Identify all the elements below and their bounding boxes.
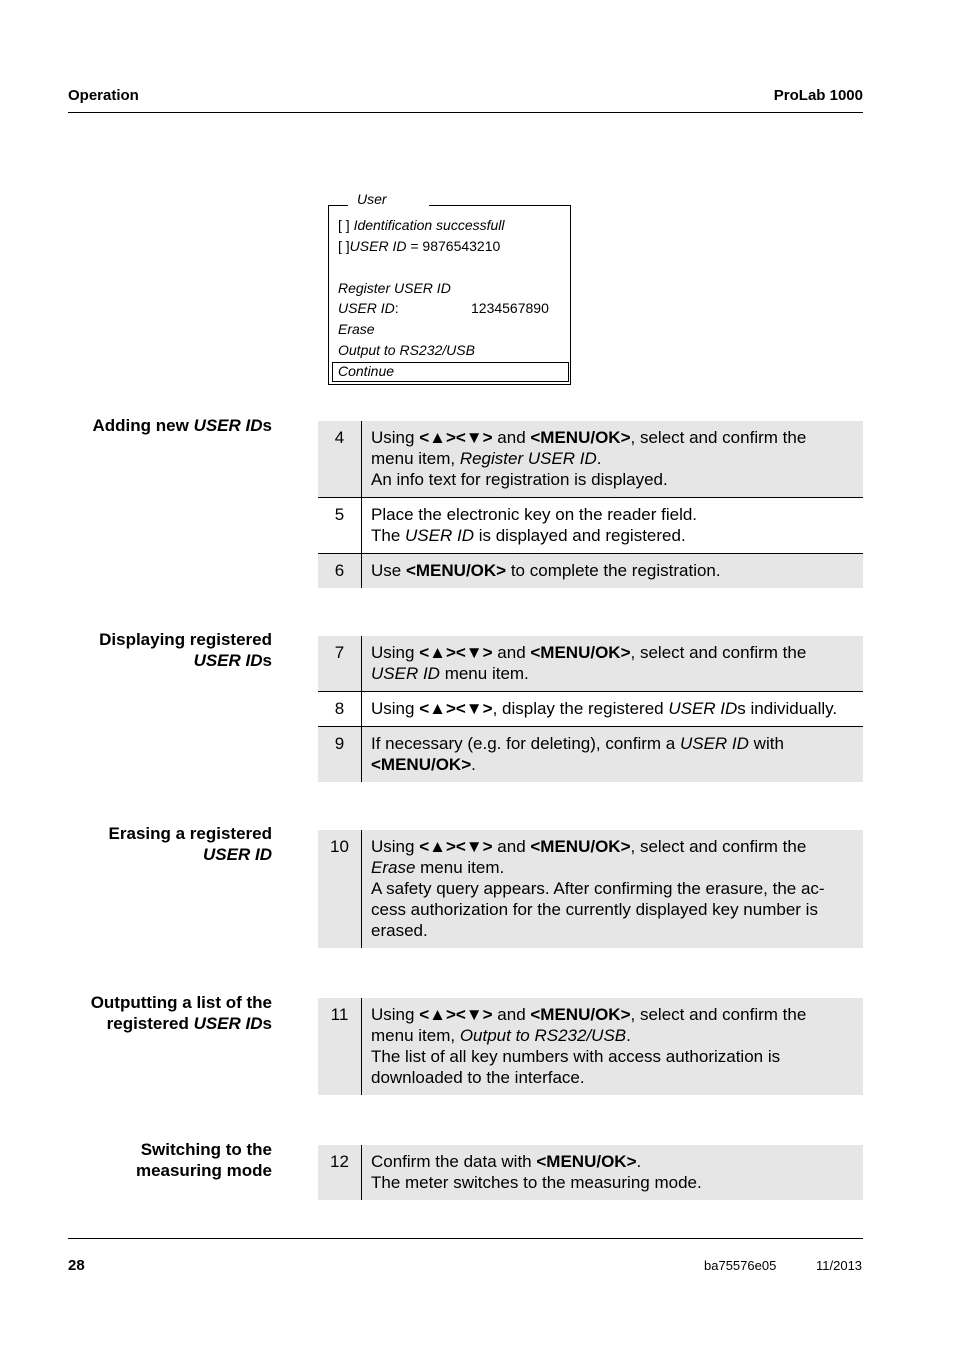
step-text — [362, 692, 863, 726]
step-row-5 — [318, 498, 863, 553]
menu-ok-key: <MENU/OK> — [530, 643, 631, 662]
menu-item-name: USER ID — [668, 699, 738, 718]
step-number: 12 — [318, 1145, 362, 1200]
section-label-suffix: s — [262, 651, 272, 670]
step-number: 8 — [318, 692, 362, 726]
text-fragment: cess authorization for the currently displayed key number is — [371, 900, 818, 919]
display-menu-continue-label: Continue — [338, 363, 395, 379]
menu-item-name: Output to RS232/USB — [459, 1026, 627, 1045]
step-number: 11 — [318, 998, 362, 1095]
step-text — [362, 1145, 863, 1200]
step-row-8 — [318, 692, 863, 726]
step-number: 4 — [318, 421, 362, 497]
display-line-identification — [338, 217, 505, 233]
display-menu-continue — [338, 363, 394, 379]
display-menu-userid-colon: : — [394, 300, 399, 316]
text-fragment: menu item, — [371, 449, 460, 468]
text-fragment: . — [626, 1026, 631, 1045]
text-using: Using — [371, 699, 420, 718]
step-row-6 — [318, 554, 863, 588]
header-rule — [68, 112, 863, 113]
display-menu-userid-label: USER ID — [338, 300, 395, 316]
menu-item-name: Register USER ID — [459, 449, 597, 468]
text-fragment: Confirm the data with — [371, 1152, 537, 1171]
menu-ok-key: <MENU/OK> — [530, 1005, 631, 1024]
text-select-confirm: , select and confirm the — [630, 1005, 807, 1024]
section-label-outputting — [91, 992, 272, 1034]
step-text — [362, 554, 863, 588]
header-section-title: Operation — [68, 87, 139, 104]
display-userid-value: = 9876543210 — [406, 238, 501, 254]
document-date: 11/2013 — [816, 1258, 863, 1273]
text-fragment: The meter switches to the measuring mode. — [371, 1173, 702, 1192]
text-fragment: s individually. — [737, 699, 838, 718]
section-label-text: registered — [106, 1014, 194, 1033]
display-line-userid — [338, 238, 500, 254]
steps-switching — [318, 1145, 863, 1200]
steps-displaying — [318, 636, 863, 782]
text-select-confirm: , select and confirm the — [630, 643, 807, 662]
step-row-9 — [318, 727, 863, 782]
arrow-keys: <▲><▼> — [419, 837, 493, 856]
arrow-keys: <▲><▼> — [419, 699, 493, 718]
menu-ok-key: <MENU/OK> — [530, 428, 631, 447]
display-menu-output — [338, 342, 475, 358]
section-label-em: USER ID — [193, 651, 263, 670]
text-fragment: , display the registered — [492, 699, 669, 718]
text-select-confirm: , select and confirm the — [630, 428, 807, 447]
section-label-text: Erasing a registered — [108, 824, 272, 843]
text-fragment: A safety query appears. After confirming the erasure, the ac- — [371, 879, 825, 898]
display-checkbox: [ ] — [338, 217, 354, 233]
text-fragment: is displayed and registered. — [474, 526, 686, 545]
menu-item-name: USER ID — [405, 526, 474, 545]
step-text — [362, 636, 863, 691]
text-using: Using — [371, 1005, 420, 1024]
text-fragment: Place the electronic key on the reader field. — [371, 505, 698, 524]
step-text — [362, 727, 863, 782]
text-fragment: If necessary (e.g. for deleting), confirm a — [371, 734, 680, 753]
section-label-suffix: s — [262, 416, 272, 435]
steps-adding — [318, 421, 863, 588]
section-label-text: Adding new — [92, 416, 194, 435]
step-number: 9 — [318, 727, 362, 782]
section-label-em: USER ID — [203, 845, 272, 864]
text-fragment: to complete the registration. — [506, 561, 721, 580]
text-using: Using — [371, 643, 420, 662]
text-and: and — [492, 1005, 531, 1024]
text-using: Using — [371, 837, 420, 856]
display-checkbox: [ ] — [338, 238, 350, 254]
step-row-10 — [318, 830, 863, 948]
footer-rule — [68, 1238, 863, 1239]
display-menu-erase — [338, 321, 375, 337]
section-label-erasing — [109, 823, 272, 865]
text-using: Using — [371, 428, 420, 447]
display-menu-register-label: Register USER ID — [338, 280, 451, 296]
section-label-text: measuring mode — [135, 1161, 272, 1180]
step-number: 5 — [318, 498, 362, 553]
text-fragment: menu item. — [415, 858, 505, 877]
section-label-text: Displaying registered — [99, 630, 272, 649]
text-fragment: with — [748, 734, 784, 753]
menu-item-name: Erase — [371, 858, 416, 877]
text-select-confirm: , select and confirm the — [630, 837, 807, 856]
section-label-adding — [93, 415, 272, 436]
display-title: User — [348, 191, 429, 213]
step-text — [362, 830, 863, 948]
arrow-keys: <▲><▼> — [419, 1005, 493, 1024]
text-fragment: erased. — [371, 921, 428, 940]
steps-erasing — [318, 830, 863, 948]
step-text — [362, 498, 863, 553]
text-and: and — [492, 837, 531, 856]
text-fragment: . — [471, 755, 476, 774]
menu-item-name: USER ID — [371, 664, 440, 683]
display-menu-register — [338, 280, 451, 296]
section-label-text: Switching to the — [140, 1140, 272, 1159]
step-number: 7 — [318, 636, 362, 691]
text-fragment: The list of all key numbers with access authorization is — [371, 1047, 781, 1066]
text-and: and — [492, 428, 531, 447]
step-row-4 — [318, 421, 863, 497]
page-number: 28 — [68, 1257, 85, 1274]
step-row-12 — [318, 1145, 863, 1200]
section-label-switching — [136, 1139, 272, 1181]
step-number: 6 — [318, 554, 362, 588]
display-menu-erase-label: Erase — [338, 321, 375, 337]
display-userid-label: USER ID — [349, 238, 407, 254]
document-code: ba75576e05 — [704, 1258, 777, 1273]
section-label-em: USER ID — [193, 416, 263, 435]
menu-ok-key: <MENU/OK> — [530, 837, 631, 856]
section-label-suffix: s — [262, 1014, 272, 1033]
text-fragment: menu item. — [439, 664, 529, 683]
section-label-text: Outputting a list of the — [90, 993, 272, 1012]
steps-outputting — [318, 998, 863, 1095]
step-text — [362, 998, 863, 1095]
text-fragment: menu item, — [371, 1026, 460, 1045]
text-fragment: downloaded to the interface. — [371, 1068, 585, 1087]
menu-item-name: USER ID — [679, 734, 749, 753]
menu-ok-key: <MENU/OK> — [405, 561, 507, 580]
menu-ok-key: <MENU/OK> — [371, 755, 472, 774]
text-and: and — [492, 643, 531, 662]
display-menu-userid-value: 1234567890 — [471, 300, 549, 316]
step-row-11 — [318, 998, 863, 1095]
section-label-displaying — [99, 629, 272, 671]
text-fragment: . — [596, 449, 602, 468]
text-fragment: Use — [371, 561, 406, 580]
display-menu-userid — [338, 300, 399, 316]
step-number: 10 — [318, 830, 362, 948]
display-identification-text: Identification successfull — [353, 217, 505, 233]
text-fragment: . — [636, 1152, 642, 1171]
text-fragment: The — [371, 526, 406, 545]
arrow-keys: <▲><▼> — [419, 428, 493, 447]
display-menu-output-label: Output to RS232/USB — [338, 342, 475, 358]
section-label-em: USER ID — [193, 1014, 263, 1033]
menu-ok-key: <MENU/OK> — [536, 1152, 637, 1171]
header-product-name: ProLab 1000 — [773, 87, 863, 104]
step-text — [362, 421, 863, 497]
text-fragment: An info text for registration is displayed. — [371, 470, 668, 489]
step-row-7 — [318, 636, 863, 691]
arrow-keys: <▲><▼> — [419, 643, 493, 662]
